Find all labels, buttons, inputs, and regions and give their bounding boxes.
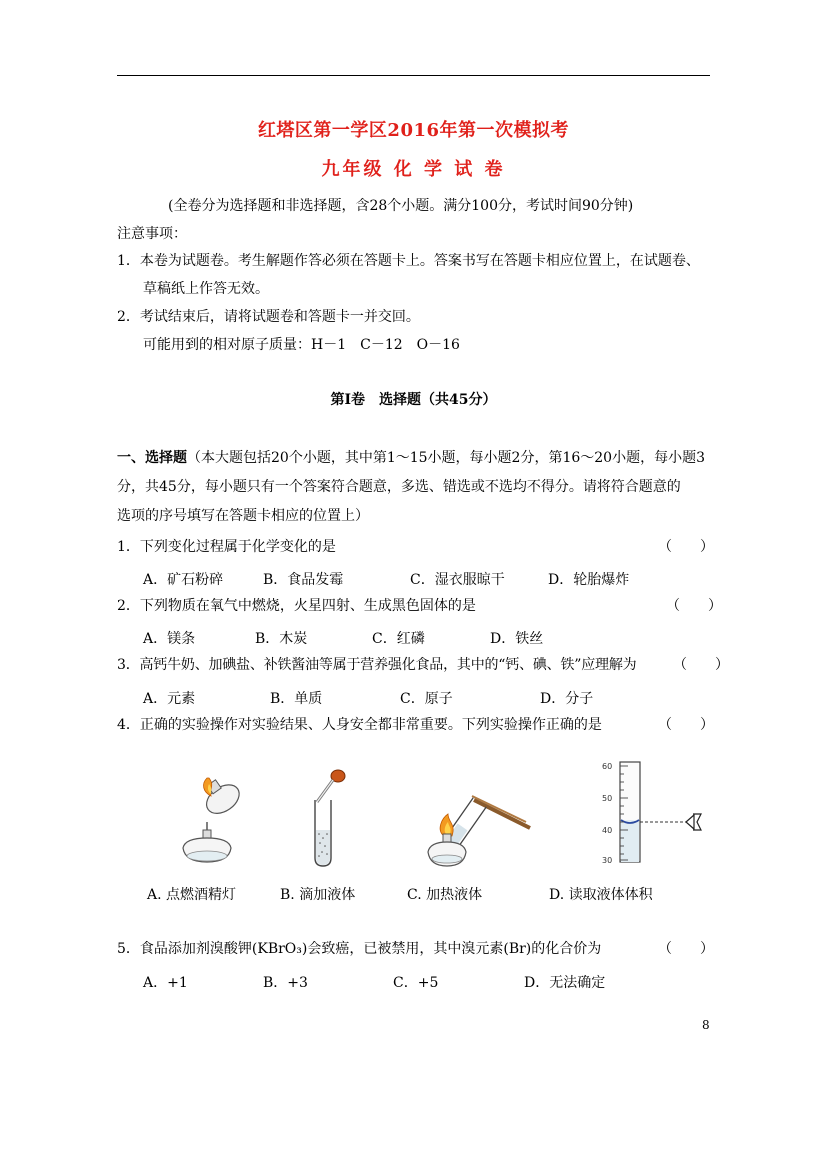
question-1-option-b: B．食品发霉 bbox=[263, 572, 344, 588]
question-4-option-d: D. 读取液体体积 bbox=[549, 887, 653, 903]
cylinder-tick-30: 30 bbox=[602, 856, 613, 865]
cylinder-tick-60: 60 bbox=[602, 762, 613, 771]
question-4-option-b: B. 滴加液体 bbox=[280, 887, 356, 903]
question-2-option-c: C．红磷 bbox=[372, 631, 425, 647]
note-1-cont: 草稿纸上作答无效。 bbox=[143, 281, 269, 297]
section-desc-text: （本大题包括20个小题，其中第1～15小题，每小题2分，第16～20小题，每小题3 bbox=[187, 450, 705, 466]
question-3-bracket: （ ） bbox=[673, 657, 729, 673]
question-3-option-d: D．分子 bbox=[540, 691, 594, 707]
question-2-option-b: B．木炭 bbox=[255, 631, 308, 647]
note-2: 2．考试结束后，请将试题卷和答题卡一并交回。 bbox=[117, 309, 420, 325]
alcohol-lamp-lighting-figure bbox=[165, 770, 255, 870]
section-desc-3: 选项的序号填写在答题卡相应的位置上） bbox=[117, 508, 369, 524]
question-4-stem: 4．正确的实验操作对实验结果、人身安全都非常重要。下列实验操作正确的是 bbox=[117, 717, 602, 733]
note-1: 1．本卷为试题卷。考生解题作答必须在答题卡上。答案书写在答题卡相应位置上，在试题卷、 bbox=[117, 253, 700, 269]
question-2-option-a: A．镁条 bbox=[143, 631, 196, 647]
notes-heading: 注意事项： bbox=[117, 226, 187, 242]
atomic-masses: 可能用到的相对原子质量：H－1 C－12 O－16 bbox=[143, 337, 460, 353]
exam-subtitle: 九年级 化 学 试 卷 bbox=[321, 159, 506, 180]
question-1-option-d: D．轮胎爆炸 bbox=[548, 572, 630, 588]
section-desc-2: 分，共45分，每小题只有一个答案符合题意，多选、错选或不选均不得分。请将符合题意的 bbox=[117, 479, 681, 495]
cylinder-tick-50: 50 bbox=[602, 794, 613, 803]
question-5-option-b: B．+3 bbox=[263, 975, 308, 991]
exam-title: 红塔区第一学区2016年第一次模拟考 bbox=[257, 120, 570, 141]
section-label: 一、选择题 bbox=[117, 450, 187, 466]
question-3-option-c: C．原子 bbox=[400, 691, 453, 707]
question-3-stem: 3．高钙牛奶、加碘盐、补铁酱油等属于营养强化食品，其中的“钙、碘、铁”应理解为 bbox=[117, 657, 637, 673]
dropper-test-tube-figure bbox=[290, 768, 370, 868]
question-4-option-a: A. 点燃酒精灯 bbox=[147, 887, 237, 903]
question-5-option-c: C．+5 bbox=[393, 975, 439, 991]
question-4-option-c: C. 加热液体 bbox=[407, 887, 483, 903]
cylinder-tick-40: 40 bbox=[602, 826, 613, 835]
question-1-stem: 1．下列变化过程属于化学变化的是 bbox=[117, 539, 336, 555]
question-2-option-d: D．铁丝 bbox=[490, 631, 544, 647]
question-4-bracket: （ ） bbox=[658, 717, 714, 733]
question-3-option-b: B．单质 bbox=[270, 691, 323, 707]
section-heading: 第Ⅰ卷 选择题（共45分） bbox=[330, 392, 497, 408]
question-5-stem: 5．食品添加剂溴酸钾(KBrO₃)会致癌，已被禁用，其中溴元素(Br)的化合价为 bbox=[117, 941, 602, 957]
question-5-bracket: （ ） bbox=[658, 941, 714, 957]
heating-test-tube-figure bbox=[422, 770, 537, 870]
section-desc-1 bbox=[117, 451, 705, 465]
question-2-stem: 2．下列物质在氧气中燃烧，火星四射、生成黑色固体的是 bbox=[117, 598, 476, 614]
question-3-option-a: A．元素 bbox=[143, 691, 196, 707]
question-1-option-c: C．湿衣服晾干 bbox=[410, 572, 505, 588]
exam-scope: (全卷分为选择题和非选择题，含28个小题。满分100分，考试时间90分钟) bbox=[168, 198, 634, 214]
header-rule bbox=[117, 75, 710, 76]
question-5-option-d: D．无法确定 bbox=[524, 975, 606, 991]
graduated-cylinder-figure bbox=[590, 758, 710, 868]
question-1-bracket: （ ） bbox=[658, 539, 714, 555]
question-1-option-a: A．矿石粉碎 bbox=[143, 572, 224, 588]
page-number: 8 bbox=[702, 1018, 710, 1032]
question-2-bracket: （ ） bbox=[666, 598, 722, 614]
question-5-option-a: A．+1 bbox=[143, 975, 188, 991]
